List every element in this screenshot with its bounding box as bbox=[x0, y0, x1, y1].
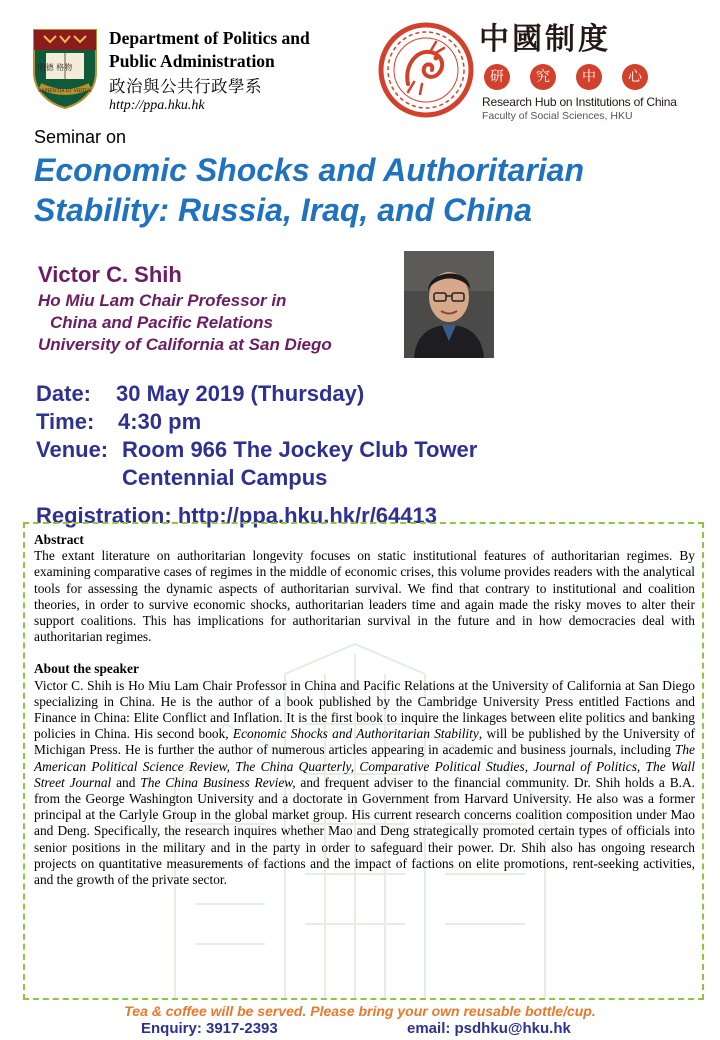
speaker-photo bbox=[404, 251, 494, 358]
speaker-position-line2: China and Pacific Relations bbox=[50, 313, 273, 332]
seminar-label: Seminar on bbox=[34, 127, 127, 147]
event-date-row bbox=[36, 380, 477, 408]
event-date-value: 30 May 2019 (Thursday) bbox=[116, 381, 365, 406]
about-speaker-heading: About the speaker bbox=[34, 661, 139, 677]
abstract-box bbox=[23, 522, 704, 1000]
about-text-part: , will be published by the University of Michigan Press. He is further the author of numerous articles appearing in academic and business journals, including bbox=[34, 726, 696, 758]
enquiry-phone: Enquiry: 3917-2393 bbox=[141, 1020, 278, 1037]
research-hub-title-cn: 中國制度 bbox=[479, 22, 611, 57]
crest-cn-text: 明德 格物 bbox=[37, 63, 73, 72]
event-venue-line2: Centennial Campus bbox=[122, 465, 328, 490]
event-time-label: Time: bbox=[36, 409, 95, 434]
speaker-position-line1: Ho Miu Lam Chair Professor in bbox=[38, 291, 287, 310]
department-name-line2: Public Administration bbox=[109, 51, 275, 71]
about-journals: The American Political Science Review, The China Quarterly, Comparative Political Studies, Journal of Politics, The Wall Street Journal bbox=[34, 742, 695, 790]
research-hub-dragon-logo bbox=[378, 22, 474, 118]
about-journal-cbr: The China Business Review, bbox=[140, 774, 296, 790]
about-speaker-text bbox=[34, 678, 695, 889]
event-venue-row2 bbox=[36, 464, 477, 492]
seminar-title-line2: Stability: Russia, Iraq, and China bbox=[34, 192, 532, 228]
abstract-text: The extant literature on authoritarian longevity focuses on static institutional features of authoritarian regimes. By examining comparative cases of regimes in the middle of economic crises, this volume provides readers with the analytical tools for assessing the dynamic aspects of authoritarian survival. We find that contrary to institutional and coalition theories, in order to survive economic shocks, authoritarian leaders time and again made the risky moves to alter their support coalitions. This has implications for authoritarian survival in the future and in how democracies deal with authoritarian regimes. bbox=[34, 548, 695, 645]
event-venue-label: Venue: bbox=[36, 437, 109, 462]
speaker-affiliation: University of California at San Diego bbox=[38, 335, 332, 354]
hub-char-1: 研 bbox=[484, 64, 510, 90]
refreshment-note: Tea & coffee will be served. Please bring your own reusable bottle/cup. bbox=[124, 1003, 596, 1019]
event-time-row bbox=[36, 408, 477, 436]
research-hub-subtitle-cn bbox=[484, 64, 648, 90]
hub-char-4: 心 bbox=[622, 64, 648, 90]
abstract-content bbox=[34, 532, 695, 904]
event-venue-line1: Room 966 The Jockey Club Tower bbox=[122, 437, 478, 462]
department-url[interactable]: http://ppa.hku.hk bbox=[109, 98, 205, 113]
speaker-position bbox=[38, 290, 332, 356]
research-hub-name-en: Research Hub on Institutions of China bbox=[482, 95, 677, 109]
hku-crest-logo bbox=[30, 26, 100, 110]
event-venue-row bbox=[36, 436, 477, 464]
department-name-cn: 政治與公共行政學系 bbox=[109, 77, 262, 96]
about-text-part: and bbox=[111, 774, 141, 790]
about-book-title: Economic Shocks and Authoritarian Stability bbox=[232, 726, 479, 742]
event-registration-label: Registration: bbox=[36, 503, 172, 528]
research-hub-faculty: Faculty of Social Sciences, HKU bbox=[482, 110, 633, 122]
event-registration-link[interactable]: http://ppa.hku.hk/r/64413 bbox=[177, 503, 437, 528]
speaker-name: Victor C. Shih bbox=[38, 262, 182, 287]
enquiry-email[interactable]: email: psdhku@hku.hk bbox=[407, 1020, 571, 1037]
event-time-value: 4:30 pm bbox=[118, 409, 202, 434]
hub-char-3: 中 bbox=[576, 64, 602, 90]
about-text-part: Victor C. Shih is Ho Miu Lam Chair Professor in China and Pacific Relations at the University of California at San Diego specializing in China. He is the author of a book published by the Cambridge University Press entitled Factions and Finance in China: Elite Conflict and Inflation. It is the first book to inquire the linkages between elite politics and banking policies in China. His second book, bbox=[34, 677, 695, 742]
department-name bbox=[109, 27, 349, 73]
abstract-heading: Abstract bbox=[34, 532, 84, 547]
crest-motto: SAPIENTIA ET VIRTUS bbox=[38, 89, 92, 94]
about-text-part: and frequent adviser to the financial community. Dr. Shih holds a B.A. from the George Washington University and a doctorate in Government from Harvard University. He also was a former principal at the Carlyle Group in the global market group. His current research concerns coalition composition under Mao and Deng. Specifically, the research inquires whether Mao and Deng strategically promoted certain types of officials into senior positions in the military and in the party in order to safeguard their power. Dr. Shih also has ongoing research projects on quantitative measurements of factions and the impact of factions on elite promotions, rent-seeking activities, and the growth of the private sector. bbox=[34, 774, 696, 888]
department-name-line1: Department of Politics and bbox=[109, 28, 310, 48]
event-date-label: Date: bbox=[36, 381, 92, 406]
hub-char-2: 究 bbox=[530, 64, 556, 90]
seminar-title bbox=[34, 150, 674, 230]
seminar-title-line1: Economic Shocks and Authoritarian bbox=[34, 152, 585, 188]
event-details bbox=[36, 380, 477, 530]
